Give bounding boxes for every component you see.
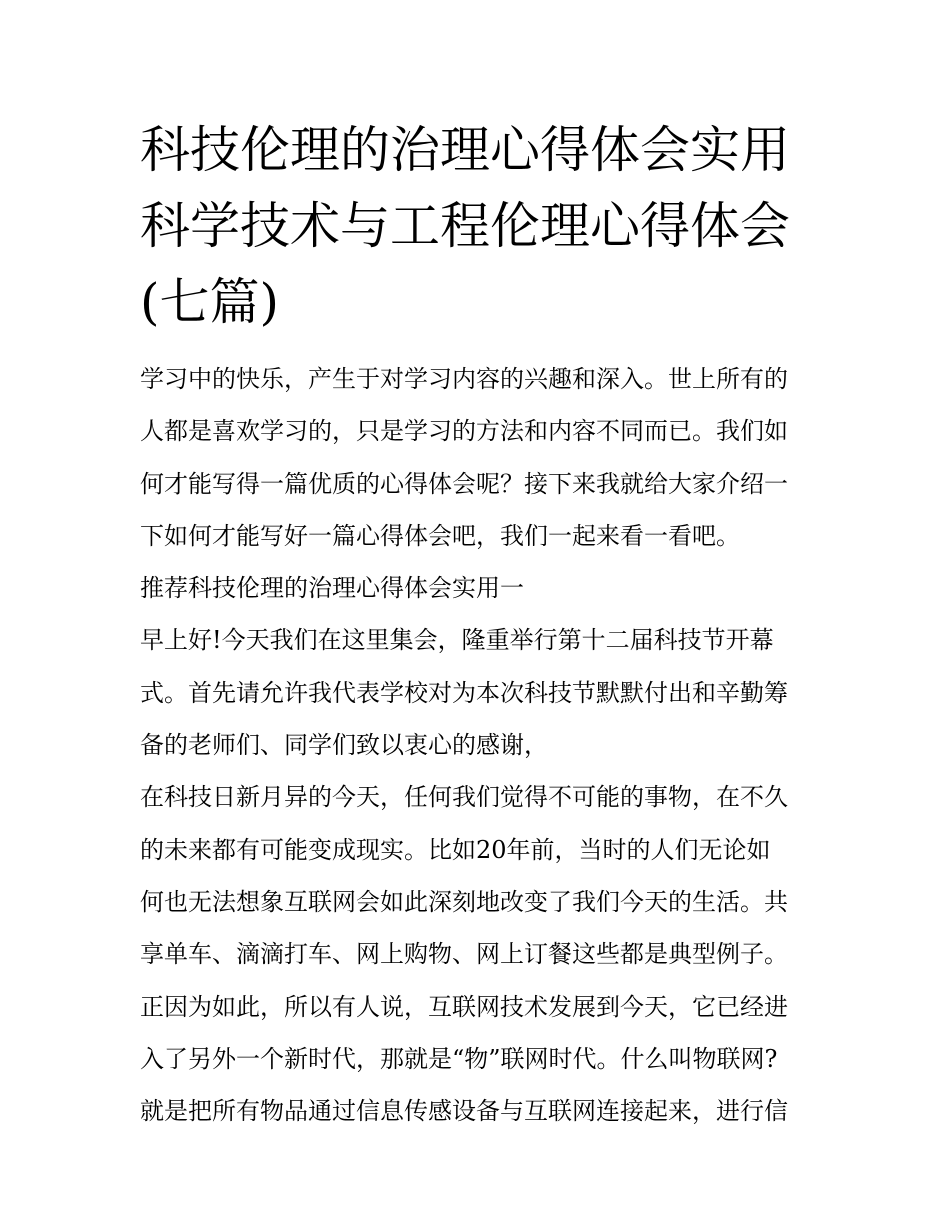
body-line: 早上好!今天我们在这里集会，隆重举行第十二届科技节开幕 xyxy=(140,626,774,655)
body-line: 人都是喜欢学习的，只是学习的方法和内容不同而已。我们如 xyxy=(140,417,788,446)
body-line: 就是把所有物品通过信息传感设备与互联网连接起来，进行信 xyxy=(140,1097,788,1126)
body-line: 下如何才能写好一篇心得体会吧，我们一起来看一看吧。 xyxy=(140,521,740,550)
body-line: 享单车、滴滴打车、网上购物、网上订餐这些都是典型例子。 xyxy=(140,940,788,969)
body-line: 的未来都有可能变成现实。比如20年前，当时的人们无论如 xyxy=(140,835,771,864)
body-line: 在科技日新月异的今天，任何我们觉得不可能的事物，在不久 xyxy=(140,783,788,812)
title-line: 科技伦理的治理心得体会实用 xyxy=(140,121,790,179)
body-line: 何也无法想象互联网会如此深刻地改变了我们今天的生活。共 xyxy=(140,887,788,916)
section-heading: 推荐科技伦理的治理心得体会实用一 xyxy=(140,574,524,603)
body-line: 学习中的快乐，产生于对学习内容的兴趣和深入。世上所有的 xyxy=(140,365,788,393)
document-body xyxy=(140,353,820,1137)
body-line: 入了另外一个新时代，那就是“物”联网时代。什么叫物联网? xyxy=(140,1044,778,1073)
body-line: 备的老师们、同学们致以衷心的感谢， xyxy=(140,731,548,760)
title-line: 科学技术与工程伦理心得体会 xyxy=(140,197,790,255)
body-line: 式。首先请允许我代表学校对为本次科技节默默付出和辛勤筹 xyxy=(140,678,788,707)
body-line: 何才能写得一篇优质的心得体会呢？接下来我就给大家介绍一 xyxy=(140,469,788,498)
title-line: (七篇) xyxy=(140,273,280,331)
body-line: 正因为如此，所以有人说，互联网技术发展到今天，它已经进 xyxy=(140,992,788,1021)
document-title xyxy=(140,112,820,340)
